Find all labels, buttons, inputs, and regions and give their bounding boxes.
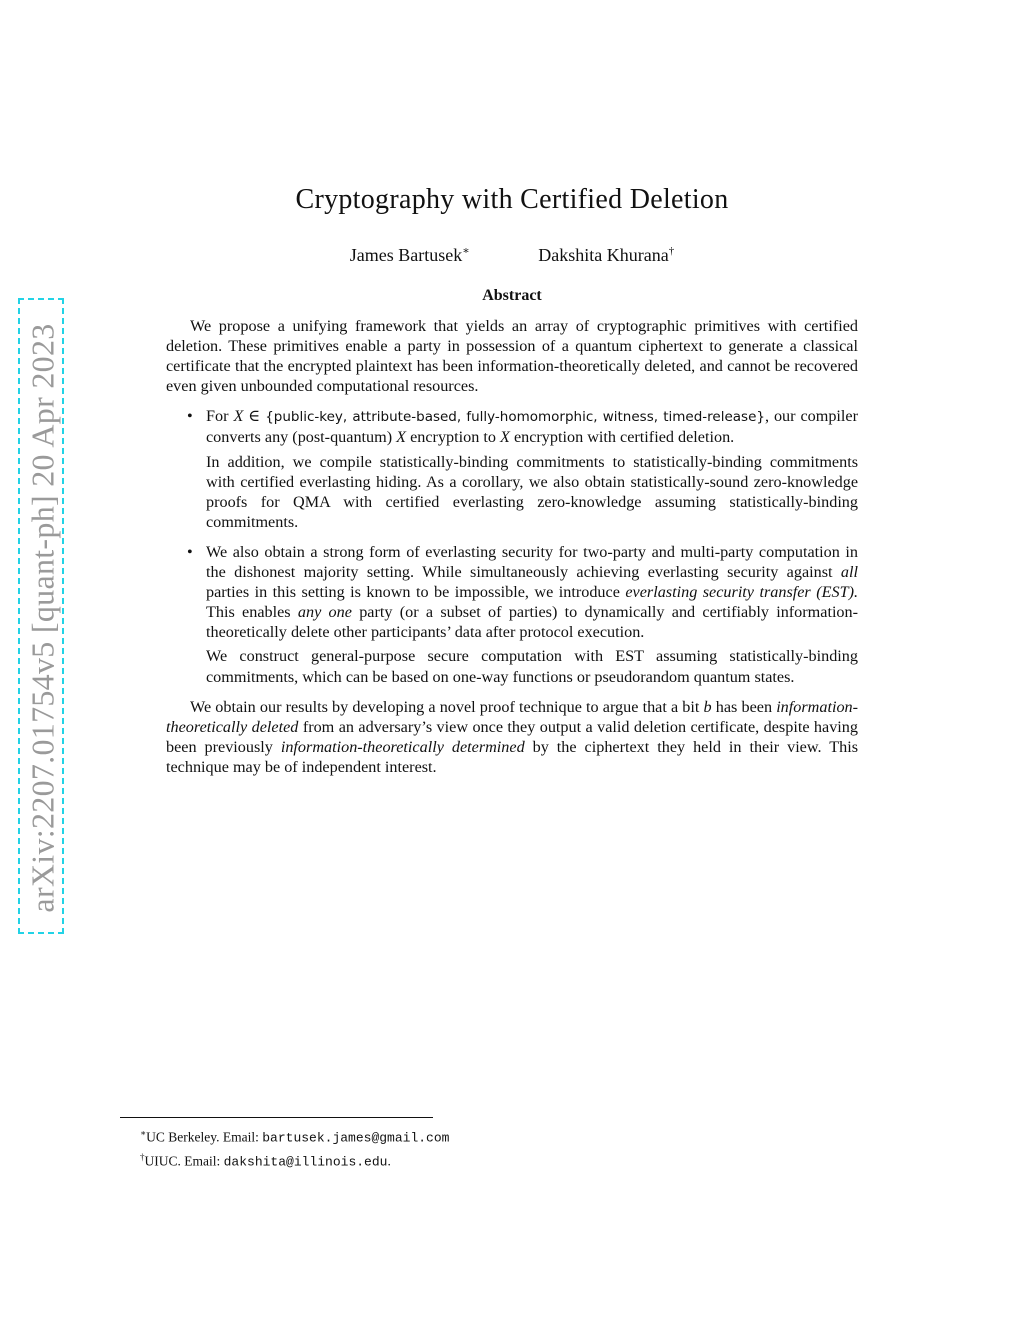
abstract-heading: Abstract [482,287,542,304]
abstract-closing: We obtain our results by developing a novel proof technique to argue that a bit b has been information-theoretically deleted from an adversary’s view once they output a valid deletion certificate, despite having been previously information-theoretically determined by the ciphertext they held in their view. This technique may be of independent interest. [166,697,859,776]
arxiv-stamp-border [18,298,64,934]
email-link[interactable]: bartusek.james@gmail.com [262,1130,450,1146]
abstract-intro: We propose a unifying framework that yields an array of cryptographic primitives with certified deletion. These primitives enable a party in possession of a quantum ciphertext to generate a classical certificate that the encrypted plaintext has been information-theoretically deleted, and cannot be recovered even given unbounded computational resources. [166,317,858,396]
author-1-name: James Bartusek [349,245,463,265]
bullet-2-para-1: We also obtain a strong form of everlasting security for two-party and multi-party computation in the dishonest majority setting. While simultaneously achieving everlasting security against all parties in this setting is known to be impossible, we introduce everlasting security transfer (EST). This enables any one party (or a subset of parties) to dynamically and certifiably information-theoretically delete other participants’ data after protocol execution. [206,542,859,642]
bullet-1-para-2: In addition, we compile statistically-binding commitments to statistically-binding commitments with certified everlasting hiding. As a corollary, we also obtain statistically-sound zero-knowledge proofs for QMA with certified everlasting zero-knowledge assuming statistically-binding commitments. [206,452,858,531]
abstract-body [166,316,858,777]
author-1-mark: ∗ [462,245,470,257]
author-2-name: Dakshita Khurana [538,245,669,265]
list-item [166,406,858,532]
footnotes [140,1124,449,1171]
list-item [166,542,858,687]
primitive-set: {public-key, attribute-based, fully-homomorphic, witness, timed-release} [265,409,765,426]
bullet-2-para-2: We construct general-purpose secure computation with EST assuming statistically-binding commitments, which can be based on one-way functions or pseudorandom quantum states. [206,647,858,686]
author-2-mark: † [668,245,675,257]
arxiv-identifier[interactable]: arXiv:2207.01754v5 [quant-ph] 20 Apr 2023 [24,323,61,913]
footnote-1: ∗UC Berkeley. Email: bartusek.james@gmail.com [140,1128,450,1146]
author-list [0,244,1024,266]
contribution-list [166,406,858,686]
bullet-icon: • [187,542,193,561]
author-1 [350,244,470,266]
paper-title: Cryptography with Certified Deletion [295,184,729,215]
email-link[interactable]: dakshita@illinois.edu [223,1154,388,1169]
footnote-2: †UIUC. Email: dakshita@illinois.edu. [140,1151,391,1169]
bullet-icon: • [187,407,193,426]
author-2 [538,245,674,266]
footnote-rule [120,1117,433,1118]
bullet-1-para-1: For X ∈ {public-key, attribute-based, fully-homomorphic, witness, timed-release}, our compiler converts any (post-quantum) X encryption to X encryption with certified deletion. [206,407,858,447]
